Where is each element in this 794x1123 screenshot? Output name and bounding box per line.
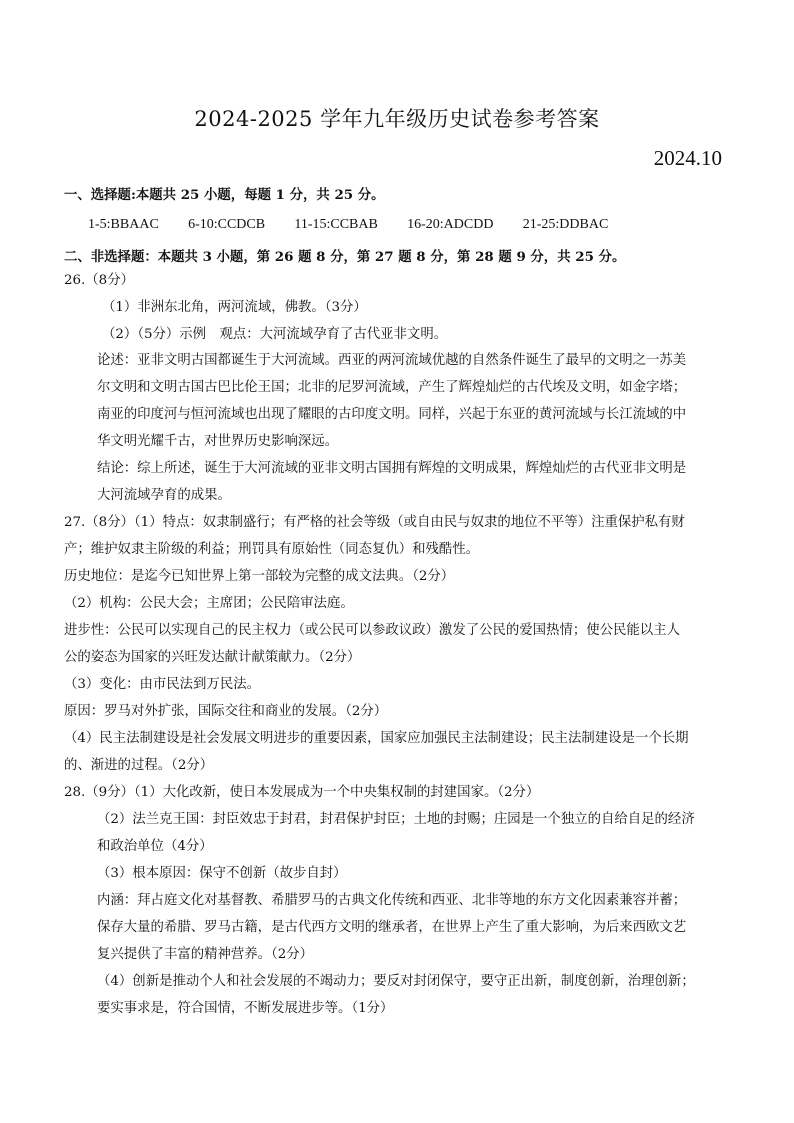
choice-answers xyxy=(88,216,633,234)
q28-connotation-line1: 内涵：拜占庭文化对基督教、希腊罗马的古典文化传统和西亚、北非等地的东方文化因素兼容并蓄； xyxy=(97,893,687,908)
q26-part2: （2）（5分）示例 观点：大河流域孕育了古代亚非文明。 xyxy=(102,327,448,342)
q28-part1: 28.（9分）（1）大化改新，使日本发展成为一个中央集权制的封建国家。（2分） xyxy=(64,785,540,800)
q26-argument-line3: 南亚的印度河与恒河流域也出现了耀眼的古印度文明。同样，兴起于东亚的黄河流域与长江流域的中 xyxy=(97,407,687,422)
q28-part3: （3）根本原因：保守不创新（故步自封） xyxy=(97,866,347,881)
answers-21-25: 21-25:DDBAC xyxy=(522,217,609,232)
q27-part1-line2: 产；维护奴隶主阶级的利益；刑罚具有原始性（同态复仇）和残酷性。 xyxy=(64,542,480,557)
page-title: 2024-2025 学年九年级历史试卷参考答案 xyxy=(194,107,600,131)
q26-argument-line2: 尔文明和文明古国古巴比伦王国；北非的尼罗河流域，产生了辉煌灿烂的古代埃及文明，如金字塔； xyxy=(97,380,687,395)
q27-part2: （2）机构：公民大会；主席团；公民陪审法庭。 xyxy=(64,596,354,611)
q28-connotation-line2: 保存大量的希腊、罗马古籍，是古代西方文明的继承者，在世界上产生了重大影响，为后来西欧文艺 xyxy=(97,920,687,935)
q27-part1-line1: 27.（8分）（1）特点：奴隶制盛行；有严格的社会等级（或自由民与奴隶的地位不平等）注重保护私有财 xyxy=(64,515,685,530)
q28-part2-line1: （2）法兰克王国：封臣效忠于封君，封君保护封臣；土地的封赐；庄园是一个独立的自给自足的经济 xyxy=(97,812,695,827)
exam-date: 2024.10 xyxy=(653,146,722,170)
q28-connotation-line3: 复兴提供了丰富的精神营养。（2分） xyxy=(97,947,314,962)
q28-part2-line2: 和政治单位（4分） xyxy=(97,839,213,854)
q26-header: 26.（8分） xyxy=(64,273,134,288)
q28-part4-line1: （4）创新是推动个人和社会发展的不竭动力；要反对封闭保守，要守正出新，制度创新，治理创新； xyxy=(97,974,695,989)
q27-part4-line1: （4）民主法制建设是社会发展文明进步的重要因素，国家应加强民主法制建设；民主法制建设是一个长期 xyxy=(64,731,689,746)
q27-part4-line2: 的、渐进的过程。（2分） xyxy=(64,758,214,773)
q26-part1: （1）非洲东北角，两河流域，佛教。（3分） xyxy=(102,300,367,315)
q27-historical-status: 历史地位：是迄今已知世界上第一部较为完整的成文法典。（2分） xyxy=(64,569,455,584)
q28-part4-line2: 要实事求是，符合国情，不断发展进步等。（1分） xyxy=(97,1001,394,1016)
section1-heading: 一、选择题:本题共 25 小题，每题 1 分，共 25 分。 xyxy=(64,187,385,203)
q27-reason: 原因：罗马对外扩张，国际交往和商业的发展。（2分） xyxy=(64,704,388,719)
answers-16-20: 16-20:ADCDD xyxy=(407,217,494,232)
q27-part3: （3）变化：由市民法到万民法。 xyxy=(64,677,260,692)
q26-conclusion-line2: 大河流域孕育的成果。 xyxy=(97,488,231,503)
q26-argument-line1: 论述：亚非文明古国都诞生于大河流域。西亚的两河流域优越的自然条件诞生了最早的文明之一苏美 xyxy=(97,353,687,368)
q26-conclusion-line1: 结论：综上所述，诞生于大河流域的亚非文明古国拥有辉煌的文明成果，辉煌灿烂的古代亚非文明是 xyxy=(97,461,687,476)
q27-progressiveness-line2: 公的姿态为国家的兴旺发达献计献策献力。（2分） xyxy=(64,650,361,665)
answers-11-15: 11-15:CCBAB xyxy=(294,217,378,232)
q27-progressiveness-line1: 进步性：公民可以实现自己的民主权力（或公民可以参政议政）激发了公民的爱国热情；使公民能以主人 xyxy=(64,623,680,638)
answers-6-10: 6-10:CCDCB xyxy=(188,217,266,232)
section2-heading: 二、非选择题：本题共 3 小题，第 26 题 8 分，第 27 题 8 分，第 28 题 9 分，共 25 分。 xyxy=(64,249,626,265)
q26-argument-line4: 华文明光耀千古，对世界历史影响深远。 xyxy=(97,434,339,449)
answers-1-5: 1-5:BBAAC xyxy=(88,217,159,232)
